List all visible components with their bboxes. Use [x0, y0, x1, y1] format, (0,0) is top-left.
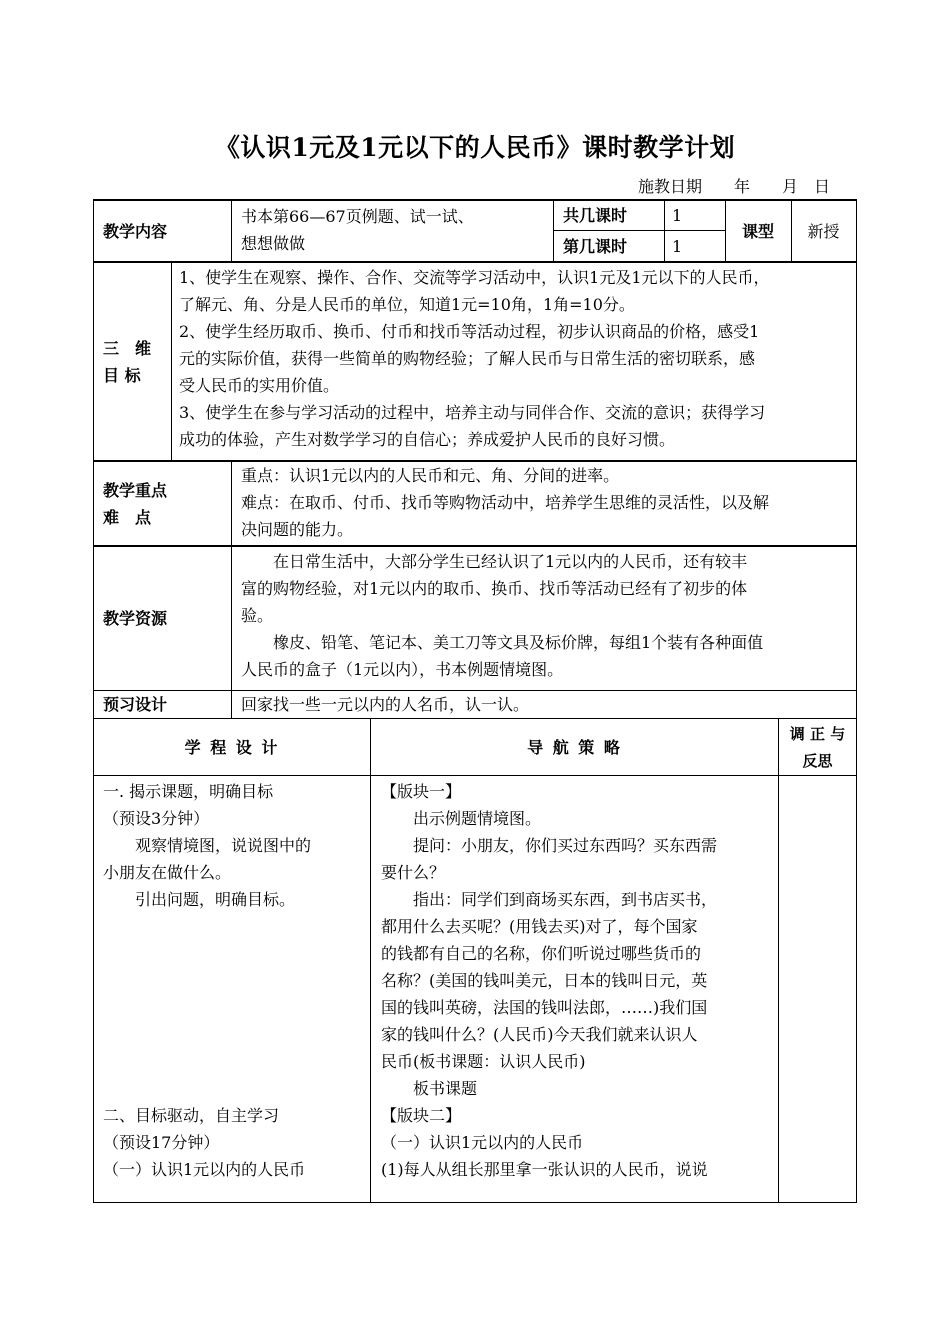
- goals-content: 1、使学生在观察、操作、合作、交流等学习活动中，认识1元及1元以下的人民币， 了解元、角、分是人民币的单位，知道1元=10角，1角=10分。 2、使学生经历取币、换币、付币和找币等活动过程，初步认识商品的价格，感受1 元的实际价值，获得一些简单的购物经验；了解人民币与日常生活的密切联系，感 受人民币的实用价值。 3、使学生在参与学习活动的过程中，培养主动与同伴合作、交流的意识；获得学习 成功的体验，产生对数学学习的自信心；养成爱护人民币的良好习惯。: [179, 268, 770, 449]
- total-lessons-label: 共几课时: [563, 206, 628, 225]
- lesson-type-value: 新授: [807, 221, 840, 241]
- resources-content: 在日常生活中，大部分学生已经认识了1元以内的人民币，还有较丰 富的购物经验，对1元以内的取币、换币、找币等活动已经有了初步的体 验。 橡皮、铅笔、笔记本、美工刀等文具及标价牌，每组1个装有各种面值 人民币的盒子（1元以内），书本例题情境图。: [241, 552, 764, 679]
- lesson-type-label: 课型: [741, 221, 774, 241]
- resources-label: 教学资源: [103, 609, 168, 628]
- lesson-number-value: 1: [672, 236, 683, 256]
- process-header-reflection: 调 正 与 反思: [789, 725, 846, 770]
- navigation-strategy-column: 【版块一】 出示例题情境图。 提问：小朋友，你们买过东西吗？买东西需 要什么？ 指出：同学们到商场买东西，到书店买书， 都用什么去买呢？(用钱去买)对了，每个国家 的钱都有自己的名称，你们听说过哪些货币的 名称？(美国的钱叫美元，日本的钱叫日元，英 国的钱叫英磅，法国的钱叫法郎，……)我们国 家的钱叫什么？(人民币)今天我们就来认识人 民币(板书课题：认识人民币) 板书课题 【版块二】 （一）认识1元以内的人民币 (1)每人从组长那里拿一张认识的人民币，说说: [381, 782, 718, 1179]
- process-header-strategy: 导 航 策 略: [527, 737, 622, 757]
- page-title: 《认识1元及1元以下的人民币》课时教学计划: [214, 133, 736, 162]
- preview-label: 预习设计: [103, 695, 168, 714]
- teaching-date: 施教日期 年 月 日: [638, 177, 831, 196]
- reflection-column[interactable]: [779, 776, 856, 1202]
- teaching-content-value: 书本第66—67页例题、试一试、 想想做做: [241, 207, 474, 253]
- lesson-number-label: 第几课时: [563, 236, 628, 256]
- goals-label: 三 维 目 标: [103, 338, 152, 385]
- focus-content: 重点：认识1元以内的人民币和元、角、分间的进率。 难点：在取币、付币、找币等购物活动中，培养学生思维的灵活性，以及解 决问题的能力。: [241, 466, 770, 539]
- preview-content: 回家找一些一元以内的人名币，认一认。: [241, 695, 530, 714]
- learning-process-column: 一. 揭示课题，明确目标 （预设3分钟） 观察情境图，说说图中的 小朋友在做什么。 引出问题，明确目标。 二、目标驱动，自主学习 （预设17分钟） （一）认识1元以内的人民币: [103, 782, 312, 1179]
- teaching-content-label: 教学内容: [103, 221, 168, 241]
- focus-label: 教学重点 难 点: [103, 480, 168, 527]
- total-lessons-value: 1: [672, 206, 683, 225]
- process-header-learning: 学 程 设 计: [184, 737, 280, 757]
